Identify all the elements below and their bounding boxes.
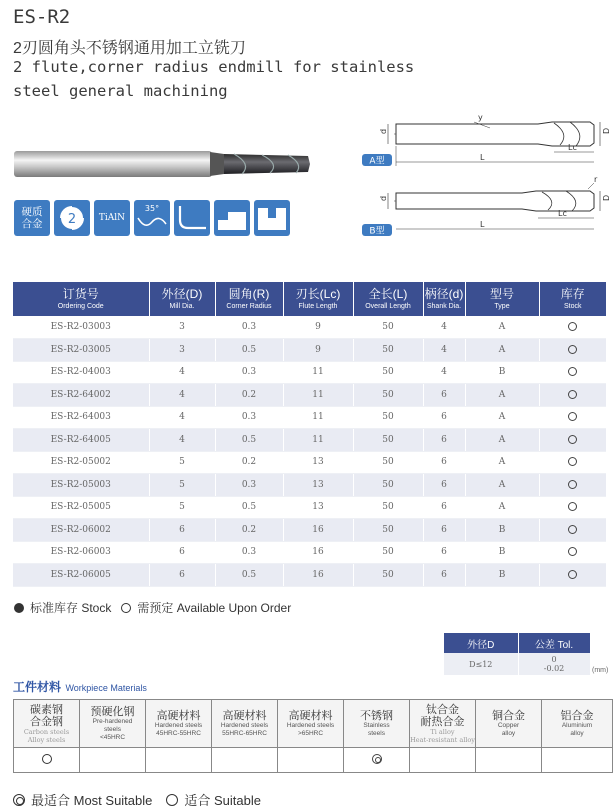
workpiece-col-header — [212, 700, 278, 748]
stock-circle-icon — [568, 457, 577, 466]
cell-d: 6 — [423, 429, 465, 452]
table-row — [13, 519, 606, 542]
workpiece-mark-row — [14, 748, 613, 773]
table-row — [13, 451, 606, 474]
cell-lc: 11 — [283, 361, 353, 384]
stock-circle-icon — [568, 412, 577, 421]
stock-legend — [14, 599, 291, 616]
cell-l: 50 — [353, 361, 423, 384]
workpiece-col-cn: 铜合金 — [492, 709, 525, 722]
flute-count: 2 — [67, 212, 77, 227]
cell-d: 4 — [149, 429, 215, 452]
helix-angle-icon — [134, 200, 170, 236]
workpiece-col-cn: 铝合金 — [560, 709, 594, 722]
workpiece-col-cn: 碳素钢 — [30, 703, 63, 716]
mill-dia-label: D — [602, 194, 611, 201]
cell-stock — [539, 339, 606, 362]
table-row — [13, 361, 606, 384]
cell-l: 50 — [353, 496, 423, 519]
workpiece-col-en: Aluminium — [561, 721, 593, 729]
workpiece-header-row — [14, 700, 613, 748]
cell-d: 6 — [423, 451, 465, 474]
cell-d: 6 — [423, 519, 465, 542]
cell-d: 6 — [149, 519, 215, 542]
carbide-icon — [14, 200, 50, 236]
cell-d: 6 — [423, 564, 465, 587]
table-row — [13, 564, 606, 587]
cell-code: ES-R2-06002 — [13, 519, 149, 542]
cell-code: ES-R2-04003 — [13, 361, 149, 384]
cell-stock — [539, 541, 606, 564]
cell-d: 4 — [423, 316, 465, 339]
type-a-diagram — [362, 110, 612, 172]
cell-type: A — [465, 384, 539, 407]
cell-lc: 16 — [283, 564, 353, 587]
header-flute-length: 刃长(Lc) Flute Length — [283, 282, 353, 316]
product-title-en-line2: steel general machining — [13, 82, 228, 100]
workpiece-mark-cell — [14, 748, 80, 773]
cell-r: 0.2 — [215, 451, 283, 474]
workpiece-heading-cn: 工件材料 — [13, 680, 62, 694]
coating-icon — [94, 200, 130, 236]
workpiece-col-cn: 高硬材料 — [222, 709, 267, 722]
shank-dia-label: d — [379, 128, 388, 134]
cell-d: 4 — [423, 361, 465, 384]
workpiece-col-cn: 钛合金 — [426, 703, 459, 716]
workpiece-col-en: Hardened steels — [220, 721, 269, 729]
cell-type: A — [465, 474, 539, 497]
cell-d: 6 — [423, 406, 465, 429]
flute-count-icon — [54, 200, 90, 236]
workpiece-col-en: Carbon steels — [23, 727, 70, 736]
cell-l: 50 — [353, 564, 423, 587]
cell-d: 6 — [423, 541, 465, 564]
workpiece-col-header — [410, 700, 476, 748]
stock-legend-standard: 标准库存 Stock — [30, 601, 112, 615]
suitability-legend — [13, 790, 261, 809]
workpiece-col-cn: 高硬材料 — [156, 709, 201, 722]
table-row — [13, 316, 606, 339]
cell-code: ES-R2-05002 — [13, 451, 149, 474]
workpiece-mark-cell — [146, 748, 212, 773]
cell-code: ES-R2-05003 — [13, 474, 149, 497]
workpiece-heading-en: Workpiece Materials — [65, 683, 147, 693]
type-b-diagram — [362, 173, 612, 239]
header-stock: 库存 Stock — [539, 282, 606, 316]
workpiece-col-cn2: 耐热合金 — [420, 715, 465, 728]
workpiece-col-en2: 55HRC-65HRC — [222, 729, 267, 737]
cell-r: 0.2 — [215, 519, 283, 542]
workpiece-table — [13, 699, 613, 773]
stock-circle-icon — [568, 502, 577, 511]
cell-d: 5 — [149, 474, 215, 497]
cell-lc: 13 — [283, 474, 353, 497]
workpiece-col-en: Pre-hardened — [92, 717, 133, 725]
cell-r: 0.3 — [215, 406, 283, 429]
cell-code: ES-R2-06003 — [13, 541, 149, 564]
step-machining-icon — [214, 200, 250, 236]
cell-code: ES-R2-06005 — [13, 564, 149, 587]
cell-d: 5 — [149, 496, 215, 519]
spec-table — [13, 282, 606, 587]
cell-type: B — [465, 519, 539, 542]
workpiece-col-en: Hardened steels — [286, 721, 335, 729]
tol-header-dia: 外径D — [444, 633, 518, 653]
stock-circle-icon — [568, 390, 577, 399]
cell-lc: 16 — [283, 519, 353, 542]
workpiece-col-cn: 不锈钢 — [360, 709, 393, 722]
cell-l: 50 — [353, 451, 423, 474]
cell-d: 4 — [149, 384, 215, 407]
cell-lc: 13 — [283, 496, 353, 519]
table-row — [13, 429, 606, 452]
table-row — [13, 541, 606, 564]
cell-type: A — [465, 496, 539, 519]
material-label: 硬质合金 — [21, 205, 43, 230]
cell-stock — [539, 496, 606, 519]
cell-stock — [539, 384, 606, 407]
cell-code: ES-R2-64002 — [13, 384, 149, 407]
table-row — [13, 496, 606, 519]
cell-d: 3 — [149, 316, 215, 339]
length-label: L — [480, 153, 485, 162]
legend-most-suitable: 最适合 Most Suitable — [31, 793, 153, 808]
workpiece-col-en2: >65HRC — [297, 729, 324, 737]
workpiece-mark-cell — [410, 748, 476, 773]
cell-l: 50 — [353, 384, 423, 407]
cell-d: 4 — [149, 406, 215, 429]
cell-type: B — [465, 564, 539, 587]
workpiece-col-en2: alloy — [570, 729, 584, 737]
stock-circle-icon — [568, 570, 577, 579]
cell-l: 50 — [353, 316, 423, 339]
header-mill-dia: 外径(D) Mill Dia. — [149, 282, 215, 316]
workpiece-col-en2: alloy — [501, 729, 516, 737]
legend-suitable: 适合 Suitable — [184, 793, 261, 808]
cell-r: 0.5 — [215, 429, 283, 452]
table-row — [13, 474, 606, 497]
cell-type: B — [465, 361, 539, 384]
flute-length-label: Lc — [568, 143, 577, 152]
type-a-label: A型 — [369, 156, 385, 167]
cell-d: 3 — [149, 339, 215, 362]
spec-table-header — [13, 282, 606, 316]
workpiece-col-en3: <45HRC — [99, 733, 126, 741]
cell-r: 0.5 — [215, 496, 283, 519]
header-type: 型号 Type — [465, 282, 539, 316]
cell-stock — [539, 519, 606, 542]
suitable-icon — [166, 794, 178, 806]
workpiece-col-cn: 预硬化钢 — [90, 705, 135, 718]
in-stock-dot-icon — [14, 603, 24, 613]
table-row — [13, 339, 606, 362]
product-code: ES-R2 — [13, 6, 71, 28]
workpiece-col-header — [14, 700, 80, 748]
cell-stock — [539, 361, 606, 384]
endmill-photo — [12, 148, 312, 180]
product-title-cn: 2刃圆角头不锈钢通用加工立铣刀 — [13, 40, 246, 57]
most-suitable-icon — [372, 754, 382, 764]
cell-code: ES-R2-64005 — [13, 429, 149, 452]
workpiece-col-header — [146, 700, 212, 748]
spec-table-body — [13, 316, 606, 586]
taper-angle-label: y — [478, 113, 483, 122]
cell-r: 0.3 — [215, 541, 283, 564]
workpiece-col-cn2: 合金钢 — [30, 715, 63, 728]
workpiece-col-en2: 45HRC-55HRC — [156, 729, 201, 737]
cell-d: 4 — [149, 361, 215, 384]
cell-d: 6 — [423, 474, 465, 497]
workpiece-col-en: Copper — [497, 721, 520, 729]
cell-type: A — [465, 406, 539, 429]
shank-dia-label: d — [379, 195, 388, 201]
cell-type: B — [465, 541, 539, 564]
length-label: L — [480, 220, 485, 229]
workpiece-col-header — [542, 700, 613, 748]
table-row — [13, 384, 606, 407]
cell-stock — [539, 406, 606, 429]
workpiece-col-header — [344, 700, 410, 748]
flute-length-label: Lc — [558, 209, 567, 218]
cell-stock — [539, 429, 606, 452]
cell-stock — [539, 316, 606, 339]
cell-lc: 11 — [283, 429, 353, 452]
cell-code: ES-R2-03005 — [13, 339, 149, 362]
cell-code: ES-R2-03003 — [13, 316, 149, 339]
cell-code: ES-R2-64003 — [13, 406, 149, 429]
workpiece-col-en: Ti alloy — [430, 727, 455, 736]
workpiece-mark-cell — [278, 748, 344, 773]
cell-d: 6 — [423, 496, 465, 519]
workpiece-mark-cell — [80, 748, 146, 773]
radius-label: r — [594, 175, 598, 184]
cell-r: 0.3 — [215, 474, 283, 497]
table-row — [13, 406, 606, 429]
tol-unit: (mm) — [592, 667, 609, 674]
slotting-icon — [254, 200, 290, 236]
tolerance-table — [444, 633, 591, 675]
workpiece-col-header — [476, 700, 542, 748]
cell-stock — [539, 564, 606, 587]
feature-icons — [14, 200, 290, 236]
workpiece-mark-cell — [476, 748, 542, 773]
header-overall-length: 全长(L) Overall Length — [353, 282, 423, 316]
tol-dia-value: D≤12 — [444, 653, 518, 675]
cell-lc: 16 — [283, 541, 353, 564]
cell-l: 50 — [353, 474, 423, 497]
cell-r: 0.3 — [215, 316, 283, 339]
cell-lc: 11 — [283, 384, 353, 407]
cell-l: 50 — [353, 406, 423, 429]
header-ordering-code: 订货号 Ordering Code — [13, 282, 149, 316]
cell-lc: 13 — [283, 451, 353, 474]
cell-r: 0.2 — [215, 384, 283, 407]
suitable-icon — [42, 754, 52, 764]
cell-lc: 9 — [283, 339, 353, 362]
cell-type: A — [465, 451, 539, 474]
stock-circle-icon — [568, 322, 577, 331]
workpiece-mark-cell — [212, 748, 278, 773]
cell-d: 6 — [149, 564, 215, 587]
cell-type: A — [465, 429, 539, 452]
header-shank-dia: 柄径(d) Shank Dia. — [423, 282, 465, 316]
cell-l: 50 — [353, 519, 423, 542]
order-dot-icon — [121, 603, 131, 613]
workpiece-mark-cell — [542, 748, 613, 773]
type-b-label: B型 — [369, 226, 385, 237]
cell-lc: 9 — [283, 316, 353, 339]
stock-circle-icon — [568, 547, 577, 556]
cell-d: 4 — [423, 339, 465, 362]
cell-d: 6 — [149, 541, 215, 564]
workpiece-col-en: Hardened steels — [154, 721, 203, 729]
cell-type: A — [465, 339, 539, 362]
cell-r: 0.3 — [215, 361, 283, 384]
workpiece-col-en2: Alloy steels — [27, 735, 66, 744]
stock-circle-icon — [568, 345, 577, 354]
tol-value: 0 -0.02 — [518, 653, 590, 675]
product-title-en-line1: 2 flute,corner radius endmill for stainless — [13, 58, 415, 76]
workpiece-mark-cell — [344, 748, 410, 773]
header-corner-radius: 圆角(R) Corner Radius — [215, 282, 283, 316]
stock-legend-order: 需预定 Available Upon Order — [137, 601, 292, 615]
cell-l: 50 — [353, 429, 423, 452]
cell-stock — [539, 474, 606, 497]
cell-r: 0.5 — [215, 339, 283, 362]
helix-angle: 35° — [144, 204, 160, 213]
workpiece-col-en2: Heat-resistant alloy — [410, 735, 475, 744]
cell-code: ES-R2-05005 — [13, 496, 149, 519]
cell-lc: 11 — [283, 406, 353, 429]
cell-r: 0.5 — [215, 564, 283, 587]
cell-d: 5 — [149, 451, 215, 474]
workpiece-col-header — [80, 700, 146, 748]
coating-label: TiAlN — [98, 212, 126, 223]
corner-radius-icon — [174, 200, 210, 236]
stock-circle-icon — [568, 435, 577, 444]
stock-circle-icon — [568, 480, 577, 489]
tol-header-tol: 公差 Tol. — [518, 633, 590, 653]
cell-l: 50 — [353, 339, 423, 362]
workpiece-heading — [13, 678, 147, 696]
workpiece-col-cn: 高硬材料 — [288, 709, 333, 722]
workpiece-col-header — [278, 700, 344, 748]
stock-circle-icon — [568, 525, 577, 534]
workpiece-col-en2: steels — [104, 725, 121, 733]
cell-l: 50 — [353, 541, 423, 564]
cell-type: A — [465, 316, 539, 339]
workpiece-col-en: Stainless — [363, 721, 390, 729]
cell-stock — [539, 451, 606, 474]
mill-dia-label: D — [602, 127, 611, 134]
workpiece-col-en2: steels — [368, 729, 385, 737]
stock-circle-icon — [568, 367, 577, 376]
most-suitable-icon — [13, 794, 25, 806]
cell-d: 6 — [423, 384, 465, 407]
